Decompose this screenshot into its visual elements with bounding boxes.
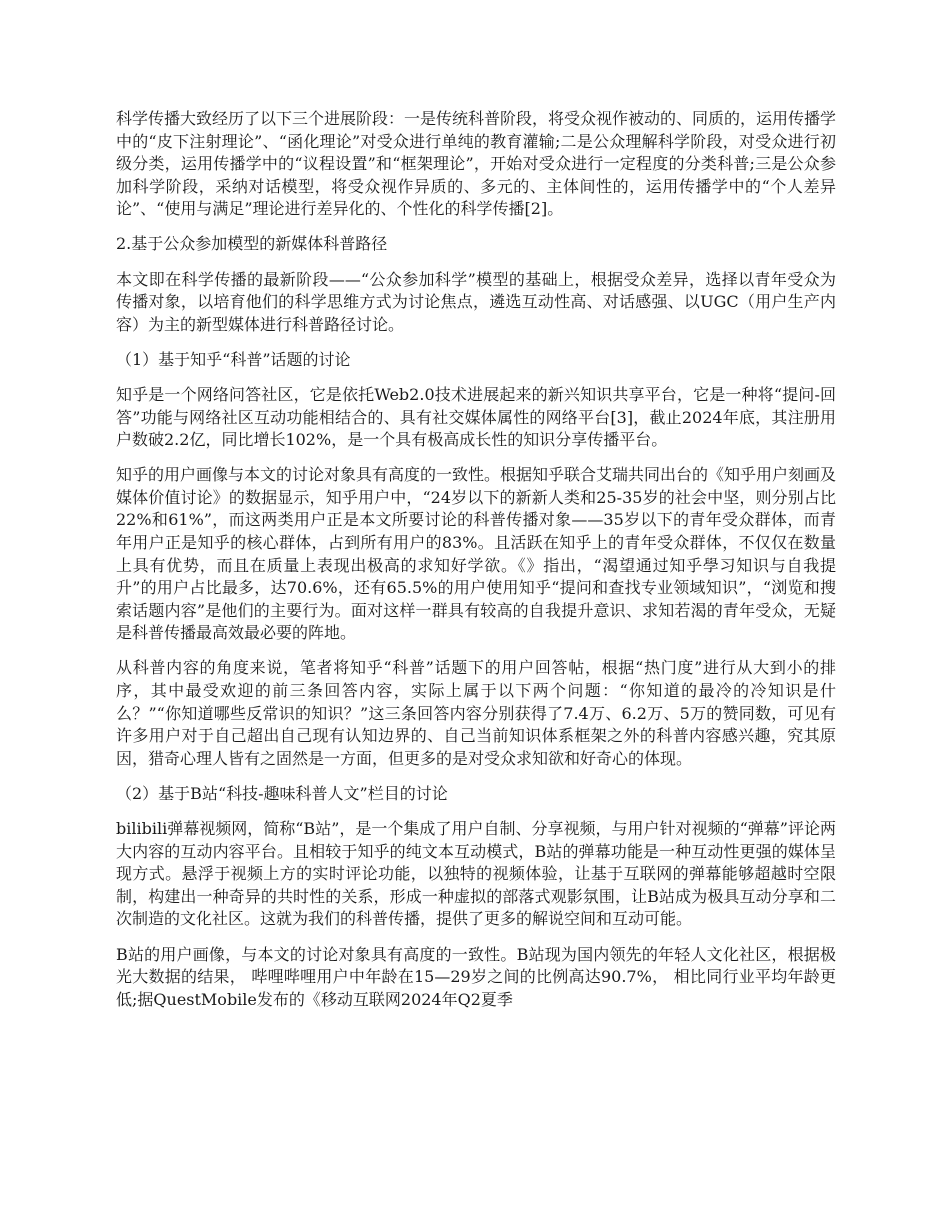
paragraph-zhihu-user-profile: 知乎的用户画像与本文的讨论对象具有高度的一致性。根据知乎联合艾瑞共同出台的《知乎用户刻画及媒体价值讨论》的数据显示，知乎用户中，“24岁以下的新新人类和25-35岁的社会中坚，则分别占比22%和61%”，而这两类用户正是本文所要讨论的科普传播对象——35岁以下的青年受众群体，而青年用户正是知乎的核心群体，占到所有用户的83%。且活跃在知乎上的青年受众群体，不仅仅在数量上具有优势，而且在质量上表现出极高的求知好学欲。《》指出，“渴望通过知乎學习知识与自我提升”的用户占比最多，达70.6%，还有65.5%的用户使用知乎“提问和查找专业领域知识”，“浏览和搜索话题内容”是他们的主要行为。面对这样一群具有较高的自我提升意识、求知若渴的青年受众，无疑是科普传播最高效最必要的阵地。 [116,465,837,643]
paragraph-science-communication-stages: 科学传播大致经历了以下三个进展阶段：一是传统科普阶段，将受众视作被动的、同质的，运用传播学中的“皮下注射理论”、“函化理论”对受众进行单纯的教育灌输;二是公众理解科学阶段，对受众进行初级分类，运用传播学中的“议程设置”和“框架理论”，开始对受众进行一定程度的分类科普;三是公众参加科学阶段，采纳对话模型，将受众视作异质的、多元的、主体间性的，运用传播学中的“个人差异论”、“使用与满足”理论进行差异化的、个性化的科学传播[2]。 [116,109,837,219]
paragraph-bilibili-intro: bilibili弹幕视频网，简称“B站”，是一个集成了用户自制、分享视频，与用户针对视频的“弹幕”评论两大内容的互动内容平台。且相较于知乎的纯文本互动模式，B站的弹幕功能是一种互动性更强的媒体呈现方式。悬浮于视频上方的实时评论功能，以独特的视频体验，让基于互联网的弹幕能够超越时空限制，构建出一种奇异的共时性的关系，形成一种虚拟的部落式观影氛围，让B站成为极具互动分享和二次制造的文化社区。这就为我们的科普传播，提供了更多的解说空间和互动可能。 [116,819,836,929]
section-heading-public-participation: 2.基于公众参加模型的新媒体科普路径 [116,234,388,254]
paragraph-bilibili-user-profile: B站的用户画像，与本文的讨论对象具有高度的一致性。B站现为国内领先的年轻人文化社区，根据极光大数据的结果， 哔哩哔哩用户中年龄在15—29岁之间的比例高达90.7%， 相比同行业平均年龄更低;据QuestMobile发布的《移动互联网2024年Q2夏季 [116,944,836,1009]
paragraph-research-scope: 本文即在科学传播的最新阶段——“公众参加科学”模型的基础上，根据受众差异，选择以青年受众为传播对象，以培育他们的科学思维方式为讨论焦点，遴选互动性高、对话感强、以UGC（用户生产内容）为主的新型媒体进行科普路径讨论。 [116,269,836,334]
paragraph-zhihu-intro: 知乎是一个网络问答社区，它是依托Web2.0技术进展起来的新兴知识共享平台，它是一种将“提问-回答”功能与网络社区互动功能相结合的、具有社交媒体属性的网络平台[3]，截止2024年底，其注册用户数破2.2亿，同比增长102%，是一个具有极高成长性的知识分享传播平台。 [116,384,836,450]
subsection-heading-bilibili: （2）基于B站“科技-趣味科普人文”栏目的讨论 [116,783,448,803]
subsection-heading-zhihu: （1）基于知乎“科普”话题的讨论 [116,349,351,369]
document-body [116,108,836,1024]
paragraph-zhihu-content: 从科普内容的角度来说，笔者将知乎“科普”话题下的用户回答帖，根据“热门度”进行从大到小的排序，其中最受欢迎的前三条回答内容，实际上属于以下两个问题：“你知道的最冷的冷知识是什么？”“你知道哪些反常识的知识？”这三条回答内容分别获得了7.4万、6.2万、5万的赞同数，可见有许多用户对于自己超出自己现有认知边界的、自己当前知识体系框架之外的科普内容感兴趣，究其原因，猎奇心理人皆有之固然是一方面，但更多的是对受众求知欲和好奇心的体现。 [116,658,836,768]
